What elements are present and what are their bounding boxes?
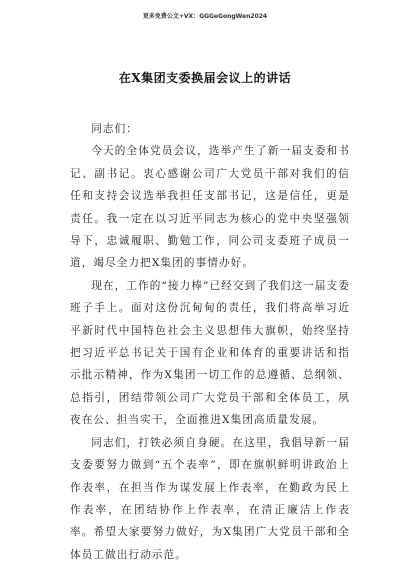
paragraph-1: 今天的全体党员会议，选举产生了新一届支委和书记、副书记。衷心感谢公司广大党员干部对我们的信任和支持会议选举我担任支部书记，这是信任，更是责任。我一定在以习近平同志为核心的党中央坚强领导下，忠诚履职、勤勉工作，同公司支委班子成员一道，竭尽全力把X集团的事情办好。 xyxy=(70,145,350,270)
page-header-promo: 更多免费公文+VX：GGGeGongWen2024 xyxy=(142,13,268,20)
paragraph-2: 现在，工作的“接力棒”已经交到了我们这一届支委班子手上。面对这份沉甸甸的责任，我们将高举习近平新时代中国特色社会主义思想伟大旗帜，始终坚持把习近平总书记关于国有企业和体育的重要讲话和指示批示精神，作为X集团一切工作的总遵循、总纲领、总指引，团结带领公司广大党员干部和全体员工，夙夜在公、担当实干，全面推进X集团高质量发展。 xyxy=(70,279,350,427)
paragraph-3: 同志们，打铁必须自身硬。在这里，我倡导新一届支委要努力做到“五个表率”，即在旗帜鲜明讲政治上作表率，在担当作为谋发展上作表率，在勤政为民上作表率，在团结协作上作表率，在清正廉洁上作表率。希望大家要努力做好，为X集团广大党员干部和全体员工做出行动示范。 xyxy=(70,436,350,561)
salutation: 同志们： xyxy=(91,123,138,135)
document-title: 在X集团支委换届会议上的讲话 xyxy=(118,71,292,85)
document-body xyxy=(70,118,350,566)
